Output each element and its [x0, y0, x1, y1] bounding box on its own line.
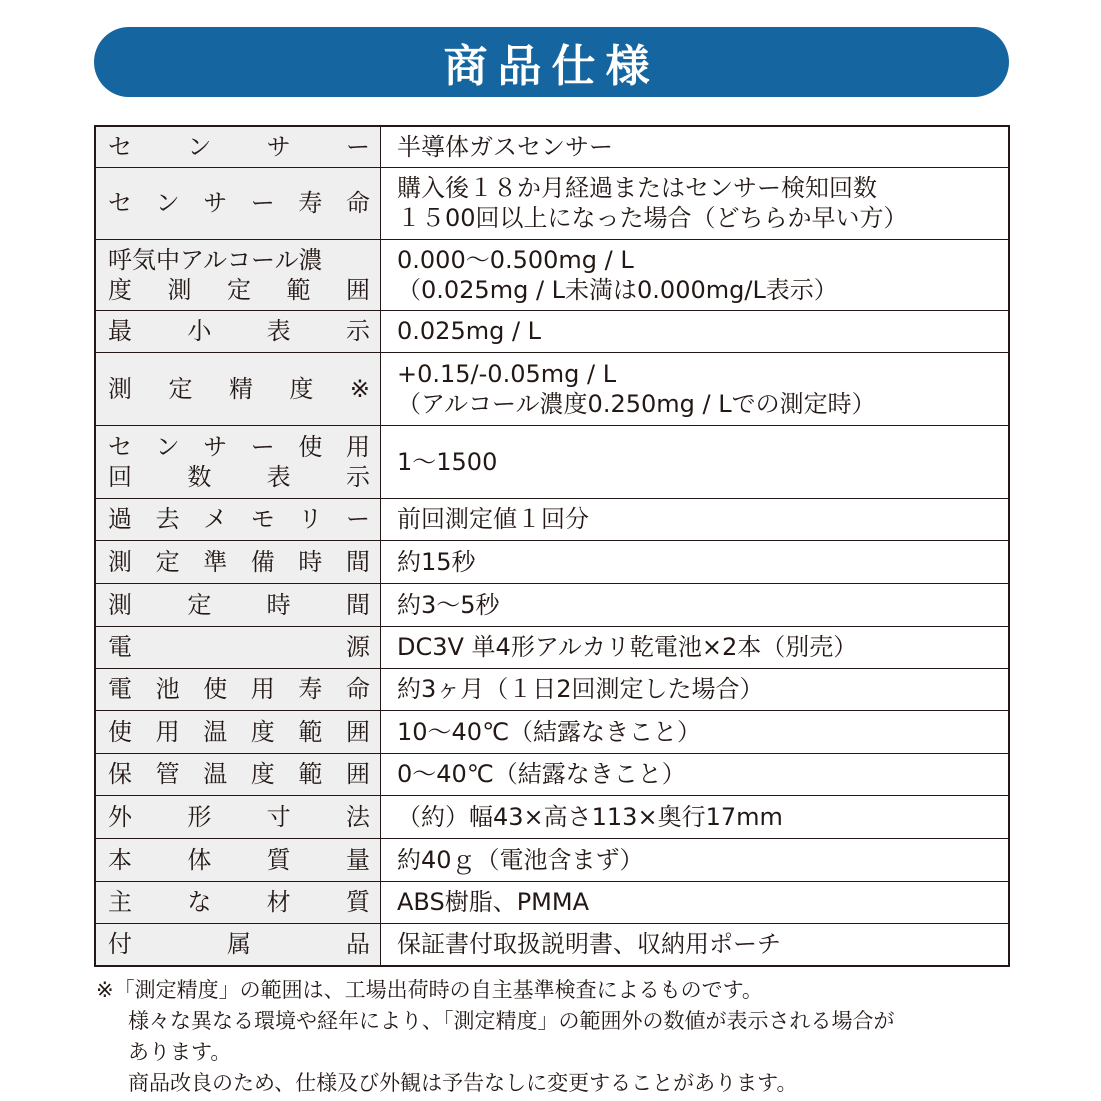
spec-label-char: リ: [298, 505, 323, 533]
spec-label-char: 度: [289, 374, 314, 403]
spec-value-line: 約15秒: [397, 547, 476, 576]
spec-label-line: [108, 759, 370, 789]
spec-label-char: 使: [108, 717, 132, 746]
table-row: [95, 583, 1009, 626]
table-row: [95, 540, 1009, 583]
spec-label-line: [108, 245, 370, 275]
spec-label-char: 度: [250, 717, 275, 746]
spec-label-char: 精: [228, 374, 253, 403]
spec-label-char: 量: [345, 845, 370, 874]
table-row: [95, 881, 1009, 923]
spec-label: [95, 753, 381, 795]
spec-value: [381, 167, 1010, 239]
table-row: [95, 310, 1009, 352]
spec-label-char: 用: [155, 717, 180, 746]
spec-value-line: 10〜40℃（結露なきこと）: [397, 717, 702, 746]
spec-value-line: 0.000〜0.500mg / L: [397, 245, 634, 274]
spec-value: [381, 540, 1010, 583]
spec-value-line: 前回測定値１回分: [397, 505, 589, 533]
spec-label-char: 形: [187, 802, 212, 831]
spec-label-line: [108, 188, 370, 218]
spec-label-char: 去: [155, 505, 180, 533]
table-row: [95, 126, 1009, 167]
spec-label-char: 表: [266, 462, 291, 491]
spec-label-char: 寿: [298, 189, 323, 217]
page-title: 商品仕様: [443, 41, 660, 92]
spec-label-char: 法: [345, 802, 370, 831]
spec-label: [95, 310, 381, 352]
spec-value: [381, 310, 1010, 352]
spec-label-line: [108, 887, 370, 917]
spec-label-char: 主: [108, 888, 132, 916]
spec-label-char: 定: [168, 374, 193, 403]
spec-label-char: ー: [345, 505, 370, 533]
spec-label-char: 定: [187, 590, 212, 619]
spec-label-char: 回: [108, 462, 132, 491]
spec-label-char: ン: [187, 132, 212, 161]
spec-value-line: 半導体ガスセンサー: [397, 132, 613, 161]
spec-label-char: サ: [203, 189, 228, 217]
spec-label: [95, 425, 381, 498]
spec-value: [381, 795, 1010, 838]
spec-label: [95, 668, 381, 710]
spec-value-line: DC3V 単4形アルカリ乾電池×2本（別売）: [397, 633, 858, 661]
spec-label-char: ※: [349, 374, 370, 403]
spec-label-char: 寸: [266, 802, 291, 831]
spec-value-line: 0〜40℃（結露なきこと）: [397, 760, 686, 788]
spec-value: [381, 838, 1010, 881]
spec-value-line: （0.025mg / L未満は0.000mg/L表示）: [397, 275, 838, 304]
spec-label-char: 間: [345, 547, 370, 576]
spec-value-line: 約3ヶ月（１日2回測定した場合）: [397, 675, 764, 703]
spec-label-char: ー: [345, 132, 370, 161]
spec-value-line: （アルコール濃度0.250mg / Lでの測定時）: [397, 389, 876, 418]
spec-table: [94, 125, 1010, 967]
spec-label-char: セ: [108, 432, 132, 461]
spec-label-char: 示: [345, 317, 370, 345]
spec-label-char: 源: [346, 633, 370, 661]
spec-label: [95, 923, 381, 966]
spec-label-char: 囲: [345, 717, 370, 746]
spec-label-line: [108, 462, 370, 492]
spec-label-line: [108, 504, 370, 534]
spec-label-char: 囲: [345, 760, 370, 788]
spec-value-line: （約）幅43×高さ113×奥行17mm: [397, 802, 783, 831]
spec-label-char: 度: [108, 275, 132, 304]
spec-label-char: 範: [286, 275, 311, 304]
table-row: [95, 795, 1009, 838]
table-row: [95, 753, 1009, 795]
spec-value: [381, 583, 1010, 626]
spec-label: [95, 881, 381, 923]
spec-label-char: 呼気中アルコール濃: [108, 245, 323, 274]
spec-label: [95, 498, 381, 540]
spec-label-char: 小: [187, 317, 212, 345]
table-row: [95, 498, 1009, 540]
spec-label-line: [108, 374, 370, 404]
spec-label-char: ー: [250, 189, 275, 217]
spec-label-line: [108, 316, 370, 346]
spec-value: [381, 881, 1010, 923]
spec-label-char: 命: [345, 675, 370, 703]
spec-value: [381, 498, 1010, 540]
footnote-line: 商品改良のため、仕様及び外観は予告なしに変更することがあります。: [128, 1071, 798, 1095]
spec-label-char: 質: [345, 888, 370, 916]
table-row: [95, 626, 1009, 668]
spec-label-line: [108, 802, 370, 832]
spec-value-line: ABS樹脂、PMMA: [397, 888, 589, 916]
spec-label-char: 範: [298, 717, 323, 746]
spec-label-char: 囲: [346, 275, 370, 304]
spec-label-char: 外: [108, 802, 132, 831]
spec-value: [381, 425, 1010, 498]
spec-label-char: 準: [203, 547, 228, 576]
spec-value-line: 0.025mg / L: [397, 317, 542, 345]
spec-label-char: な: [187, 888, 212, 916]
spec-label: [95, 626, 381, 668]
footnote-line: 様々な異なる環境や経年により、「測定精度」の範囲外の数値が表示される場合が: [128, 1009, 895, 1033]
spec-label-char: 示: [345, 462, 370, 491]
spec-label-char: 体: [187, 845, 212, 874]
spec-label: [95, 167, 381, 239]
spec-label-char: サ: [266, 132, 291, 161]
table-row: [95, 923, 1009, 966]
spec-label-char: 測: [167, 275, 192, 304]
table-row: [95, 668, 1009, 710]
spec-label-char: 数: [187, 462, 212, 491]
spec-label-char: 測: [108, 547, 132, 576]
spec-label-char: 用: [345, 432, 370, 461]
spec-value-line: +0.15/-0.05mg / L: [397, 359, 617, 388]
footnote: [96, 975, 1056, 1099]
spec-label: [95, 126, 381, 167]
spec-label-char: 使: [203, 675, 228, 703]
spec-label-char: 温: [203, 717, 228, 746]
footnote-line: ※「測定精度」の範囲は、工場出荷時の自主基準検査によるものです。: [96, 978, 763, 1002]
spec-value-line: 約40ｇ（電池含まず）: [397, 845, 644, 874]
spec-label-char: 定: [155, 547, 180, 576]
title-banner: [94, 27, 1009, 97]
spec-value: [381, 126, 1010, 167]
table-row: [95, 239, 1009, 310]
spec-label-char: 間: [345, 590, 370, 619]
spec-label-line: [108, 275, 370, 305]
spec-value: [381, 668, 1010, 710]
spec-label-char: メ: [203, 505, 228, 533]
spec-label: [95, 795, 381, 838]
spec-label-line: [108, 632, 370, 662]
spec-label: [95, 540, 381, 583]
spec-label: [95, 838, 381, 881]
spec-label-char: 材: [266, 888, 291, 916]
table-row: [95, 352, 1009, 425]
spec-label-char: 温: [203, 760, 228, 788]
spec-label-char: 池: [155, 675, 180, 703]
spec-label-char: 保: [108, 760, 132, 788]
footnote-line: あります。: [128, 1040, 232, 1064]
spec-label-line: [108, 717, 370, 747]
spec-label-char: 付: [108, 930, 132, 959]
spec-label-char: 質: [266, 845, 291, 874]
spec-label-char: 時: [266, 590, 291, 619]
spec-label-line: [108, 929, 370, 959]
spec-value-line: 約3〜5秒: [397, 590, 500, 619]
spec-label-char: 管: [155, 760, 180, 788]
spec-value: [381, 710, 1010, 753]
spec-label-char: セ: [108, 189, 132, 217]
spec-label-char: 電: [108, 675, 132, 703]
spec-value: [381, 923, 1010, 966]
spec-label-line: [108, 132, 370, 162]
spec-label-char: 範: [298, 760, 323, 788]
spec-label: [95, 583, 381, 626]
spec-label-char: 寿: [298, 675, 323, 703]
spec-label: [95, 352, 381, 425]
spec-label-char: 過: [108, 505, 132, 533]
spec-label-char: ン: [155, 432, 180, 461]
spec-label-char: 時: [298, 547, 323, 576]
spec-label-char: セ: [108, 132, 132, 161]
spec-label-char: 測: [108, 590, 132, 619]
spec-label-char: 測: [108, 374, 132, 403]
spec-label-char: 定: [227, 275, 251, 304]
table-row: [95, 167, 1009, 239]
table-row: [95, 710, 1009, 753]
spec-label-line: [108, 590, 370, 620]
spec-label-char: 表: [266, 317, 291, 345]
spec-value-line: 購入後１８か月経過またはセンサー検知回数: [397, 174, 877, 202]
spec-label-char: 命: [345, 189, 370, 217]
spec-label-char: 本: [108, 845, 132, 874]
table-row: [95, 838, 1009, 881]
spec-label-char: 電: [108, 633, 132, 661]
spec-label-char: 使: [298, 432, 323, 461]
spec-label-char: ー: [250, 432, 275, 461]
spec-label: [95, 710, 381, 753]
spec-label-line: [108, 432, 370, 462]
spec-label-char: 備: [250, 547, 275, 576]
spec-label-char: ン: [155, 189, 180, 217]
spec-value-line: 1〜1500: [397, 447, 498, 476]
spec-value-line: 保証書付取扱説明書、収納用ポーチ: [397, 930, 781, 959]
table-row: [95, 425, 1009, 498]
spec-value-line: １５00回以上になった場合（どちらか早い方）: [397, 204, 908, 232]
spec-label-char: モ: [250, 505, 275, 533]
spec-label-line: [108, 674, 370, 704]
spec-value: [381, 753, 1010, 795]
spec-label-char: 最: [108, 317, 132, 345]
spec-label-char: 属: [227, 930, 251, 959]
spec-label-char: サ: [203, 432, 228, 461]
spec-value: [381, 626, 1010, 668]
spec-label-line: [108, 547, 370, 577]
spec-label: [95, 239, 381, 310]
spec-value: [381, 239, 1010, 310]
spec-label-char: 用: [250, 675, 275, 703]
spec-label-line: [108, 845, 370, 875]
spec-label-char: 品: [346, 930, 370, 959]
spec-value: [381, 352, 1010, 425]
spec-label-char: 度: [250, 760, 275, 788]
